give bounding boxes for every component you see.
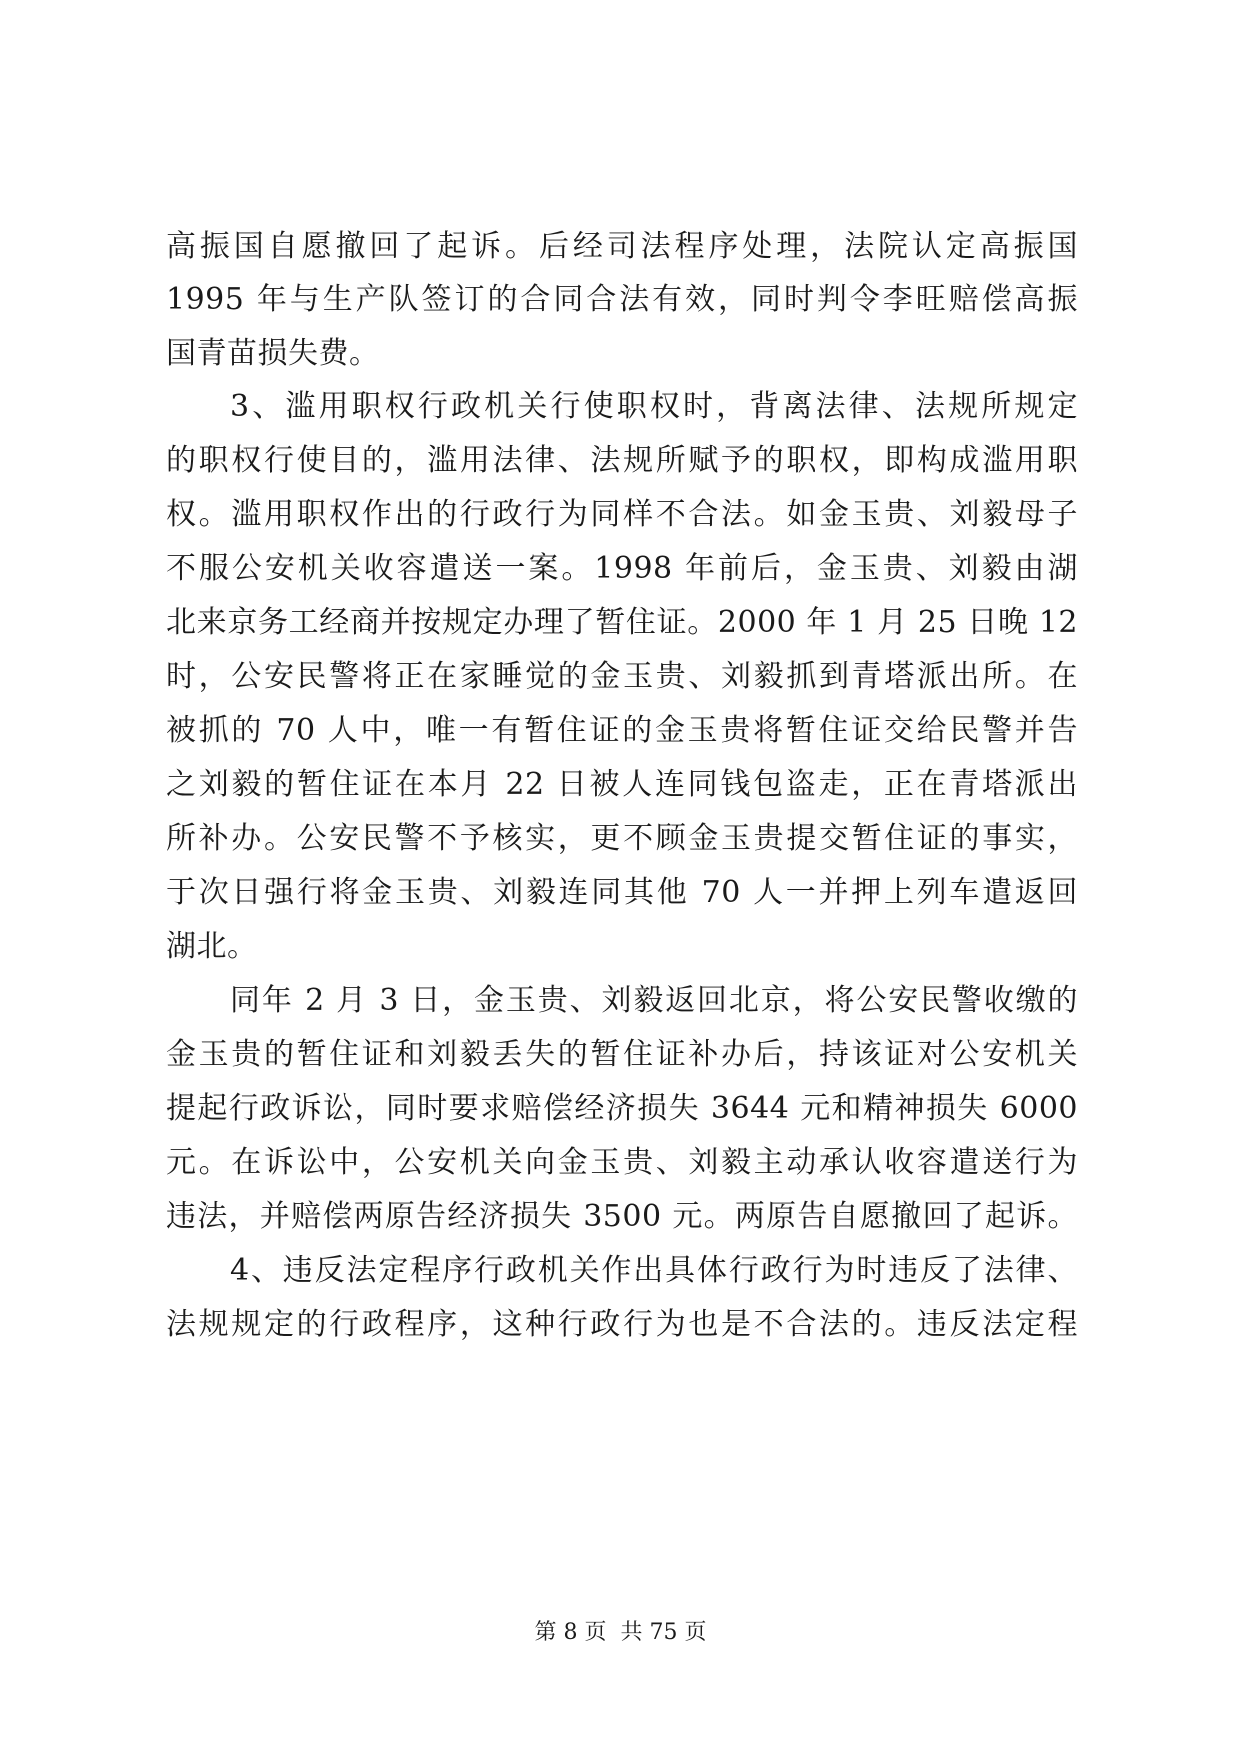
text-line: 所补办。公安民警不予核实，更不顾金玉贵提交暂住证的事实， (166, 821, 1078, 856)
page-footer: 第 8 页 共 75 页 (534, 1620, 707, 1645)
text-line: 之刘毅的暂住证在本月 22 日被人连同钱包盗走，正在青塔派出 (166, 767, 1078, 802)
text-line: 被抓的 70 人中，唯一有暂住证的金玉贵将暂住证交给民警并告 (166, 713, 1078, 748)
paragraph-start-line: 4、违反法定程序行政机关作出具体行政行为时违反了法律、 (230, 1253, 1078, 1288)
text-line: 于次日强行将金玉贵、刘毅连同其他 70 人一并押上列车遣返回 (166, 875, 1078, 910)
text-line: 时，公安民警将正在家睡觉的金玉贵、刘毅抓到青塔派出所。在 (166, 659, 1078, 694)
text-line: 国青苗损失费。 (166, 336, 380, 371)
text-line: 权。滥用职权作出的行政行为同样不合法。如金玉贵、刘毅母子 (166, 497, 1078, 532)
text-line: 的职权行使目的，滥用法律、法规所赋予的职权，即构成滥用职 (166, 443, 1078, 478)
text-line: 不服公安机关收容遣送一案。1998 年前后，金玉贵、刘毅由湖 (166, 551, 1078, 586)
text-line: 1995 年与生产队签订的合同合法有效，同时判令李旺赔偿高振 (166, 282, 1078, 317)
text-line: 违法，并赔偿两原告经济损失 3500 元。两原告自愿撤回了起诉。 (166, 1199, 1078, 1234)
paragraph-start-line: 同年 2 月 3 日，金玉贵、刘毅返回北京，将公安民警收缴的 (230, 983, 1078, 1018)
text-line: 元。在诉讼中，公安机关向金玉贵、刘毅主动承认收容遣送行为 (166, 1145, 1078, 1180)
text-line: 湖北。 (166, 929, 258, 964)
text-line: 法规规定的行政程序，这种行政行为也是不合法的。违反法定程 (166, 1307, 1078, 1342)
text-line: 高振国自愿撤回了起诉。后经司法程序处理，法院认定高振国 (166, 229, 1078, 264)
text-line: 金玉贵的暂住证和刘毅丢失的暂住证补办后，持该证对公安机关 (166, 1037, 1078, 1072)
text-line: 提起行政诉讼，同时要求赔偿经济损失 3644 元和精神损失 6000 (166, 1091, 1078, 1126)
paragraph-start-line: 3、滥用职权行政机关行使职权时，背离法律、法规所规定 (230, 389, 1078, 424)
text-line: 北来京务工经商并按规定办理了暂住证。2000 年 1 月 25 日晚 12 (166, 605, 1078, 640)
